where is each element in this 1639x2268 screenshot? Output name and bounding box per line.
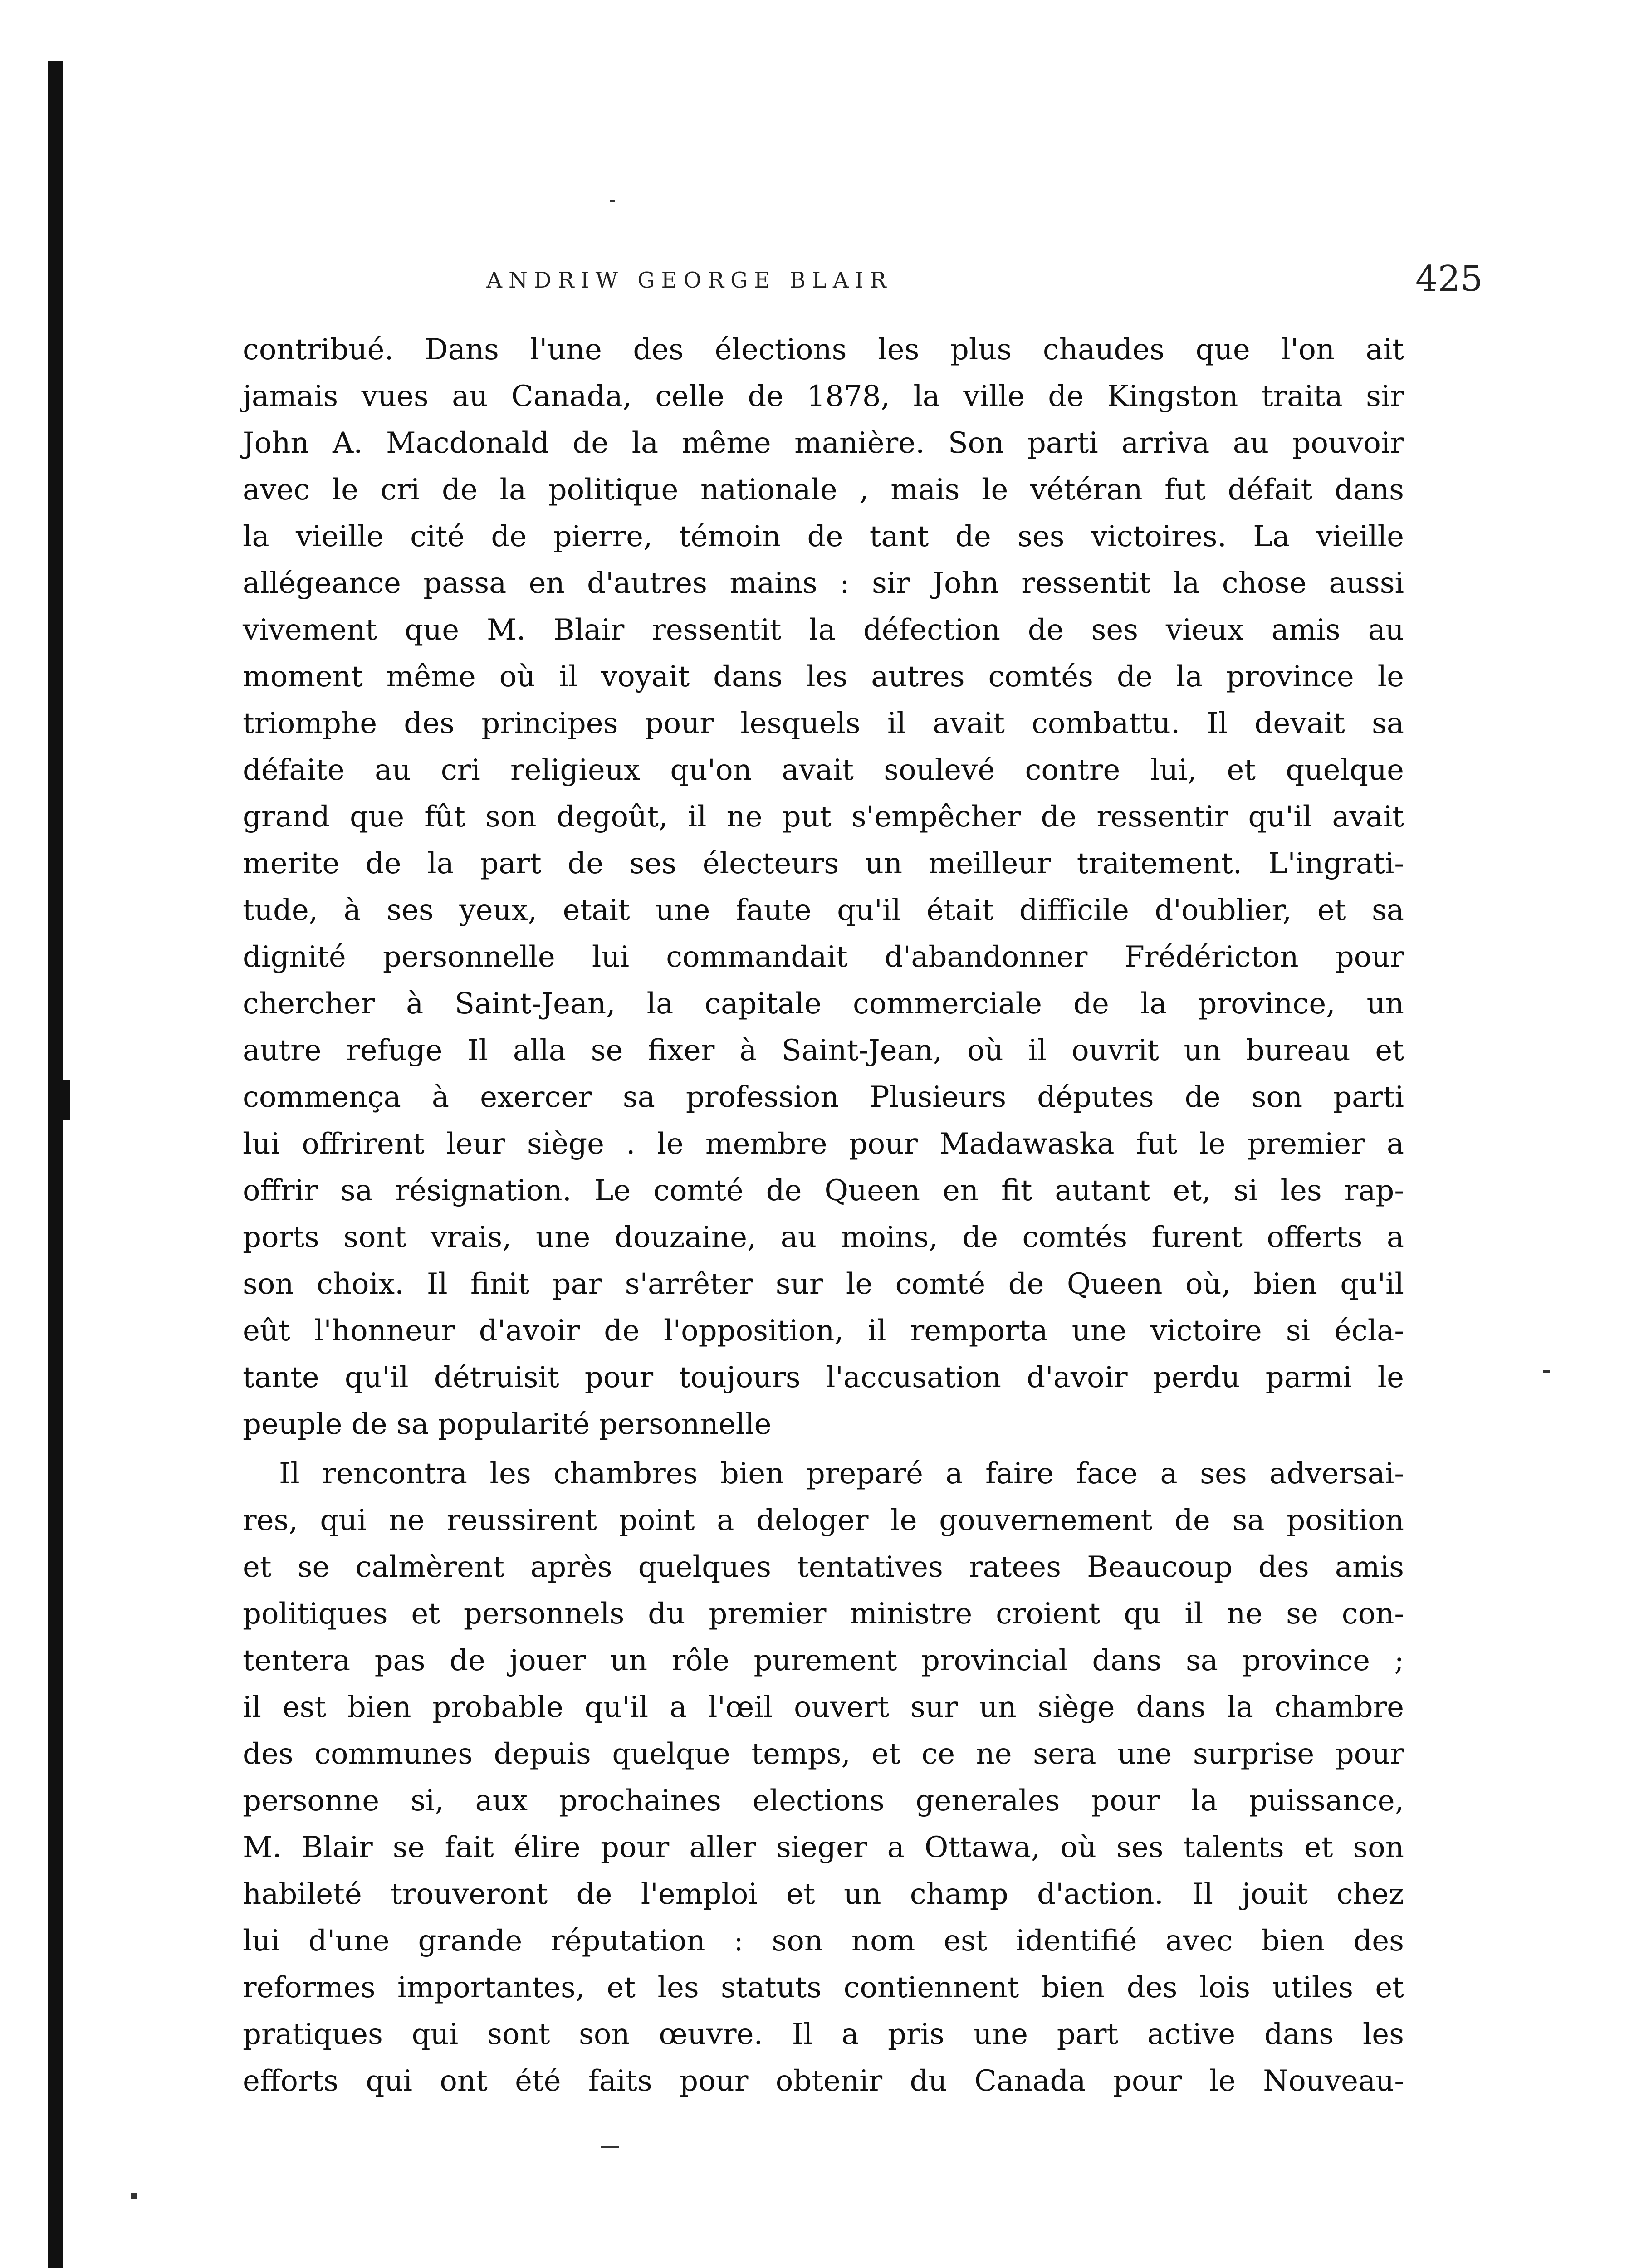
text-line: habileté trouveront de l'emploi et un champ d'action. Il jouit chez [243, 1877, 1404, 1911]
text-line: tude, à ses yeux, etait une faute qu'il était difficile d'oublier, et sa [243, 894, 1404, 927]
text-line: personne si, aux prochaines elections generales pour la puissance, [243, 1784, 1404, 1818]
text-line: reformes importantes, et les statuts contiennent bien des lois utiles et [243, 1971, 1404, 2004]
text-line: politiques et personnels du premier ministre croient qu il ne se con- [243, 1597, 1404, 1631]
text-line: triomphe des principes pour lesquels il avait combattu. Il devait sa [243, 707, 1404, 740]
paragraph-2 [243, 1451, 1404, 2105]
scan-speck [1543, 1370, 1550, 1373]
page-binding-notch [58, 1080, 70, 1120]
paragraph-1 [243, 327, 1404, 1448]
text-line: eût l'honneur d'avoir de l'opposition, il remporta une victoire si écla- [243, 1314, 1404, 1348]
text-line: des communes depuis quelque temps, et ce ne sera une surprise pour [243, 1737, 1404, 1771]
scan-speck [601, 2146, 619, 2148]
text-line: ports sont vrais, une douzaine, au moins, de comtés furent offerts a [243, 1221, 1404, 1254]
page-binding-edge [48, 61, 63, 2268]
running-title: ANDRIW GEORGE BLAIR [486, 268, 893, 293]
text-line: offrir sa résignation. Le comté de Queen en fit autant et, si les rap- [243, 1174, 1404, 1207]
text-line: pratiques qui sont son œuvre. Il a pris une part active dans les [243, 2018, 1404, 2051]
text-line: Il rencontra les chambres bien preparé a faire face a ses adversai- [279, 1457, 1404, 1491]
text-line: il est bien probable qu'il a l'œil ouvert sur un siège dans la chambre [243, 1691, 1404, 1724]
text-line: défaite au cri religieux qu'on avait soulevé contre lui, et quelque [243, 753, 1404, 787]
text-line: allégeance passa en d'autres mains : sir John ressentit la chose aussi [243, 567, 1404, 600]
body-text [243, 327, 1404, 2105]
text-line: res, qui ne reussirent point a deloger le gouvernement de sa position [243, 1504, 1404, 1537]
text-line: commença à exercer sa profession Plusieurs députes de son parti [243, 1080, 1404, 1114]
text-line: moment même où il voyait dans les autres comtés de la province le [243, 660, 1404, 694]
text-line: efforts qui ont été faits pour obtenir du Canada pour le Nouveau- [243, 2064, 1404, 2098]
text-line: peuple de sa popularité personnelle [243, 1408, 772, 1441]
running-head [236, 213, 1483, 299]
text-line: vivement que M. Blair ressentit la défection de ses vieux amis au [243, 613, 1404, 647]
text-line: John A. Macdonald de la même manière. Son parti arriva au pouvoir [243, 426, 1404, 460]
text-line: avec le cri de la politique nationale , mais le vétéran fut défait dans [243, 473, 1404, 507]
text-line: tante qu'il détruisit pour toujours l'accusation d'avoir perdu parmi le [243, 1361, 1404, 1394]
text-line: son choix. Il finit par s'arrêter sur le comté de Queen où, bien qu'il [243, 1267, 1404, 1301]
scan-speck [610, 200, 615, 202]
text-line: la vieille cité de pierre, témoin de tant de ses victoires. La vieille [243, 520, 1404, 553]
text-line: jamais vues au Canada, celle de 1878, la ville de Kingston traita sir [243, 380, 1404, 413]
text-line: grand que fût son degoût, il ne put s'empêcher de ressentir qu'il avait [243, 800, 1404, 834]
text-line: M. Blair se fait élire pour aller sieger a Ottawa, où ses talents et son [243, 1831, 1404, 1864]
text-line: contribué. Dans l'une des élections les plus chaudes que l'on ait [243, 333, 1404, 367]
text-line: autre refuge Il alla se fixer à Saint-Jean, où il ouvrit un bureau et [243, 1034, 1404, 1067]
page-number: 425 [1415, 259, 1483, 299]
scan-speck [131, 2193, 137, 2199]
text-line: lui d'une grande réputation : son nom est identifié avec bien des [243, 1924, 1404, 1958]
text-line: et se calmèrent après quelques tentatives ratees Beaucoup des amis [243, 1550, 1404, 1584]
text-line: merite de la part de ses électeurs un meilleur traitement. L'ingrati- [243, 847, 1404, 880]
text-line: dignité personnelle lui commandait d'abandonner Frédéricton pour [243, 940, 1404, 974]
text-line: chercher à Saint-Jean, la capitale commerciale de la province, un [243, 987, 1404, 1021]
text-line: tentera pas de jouer un rôle purement provincial dans sa province ; [243, 1644, 1404, 1677]
text-line: lui offrirent leur siège . le membre pour Madawaska fut le premier a [243, 1127, 1404, 1161]
